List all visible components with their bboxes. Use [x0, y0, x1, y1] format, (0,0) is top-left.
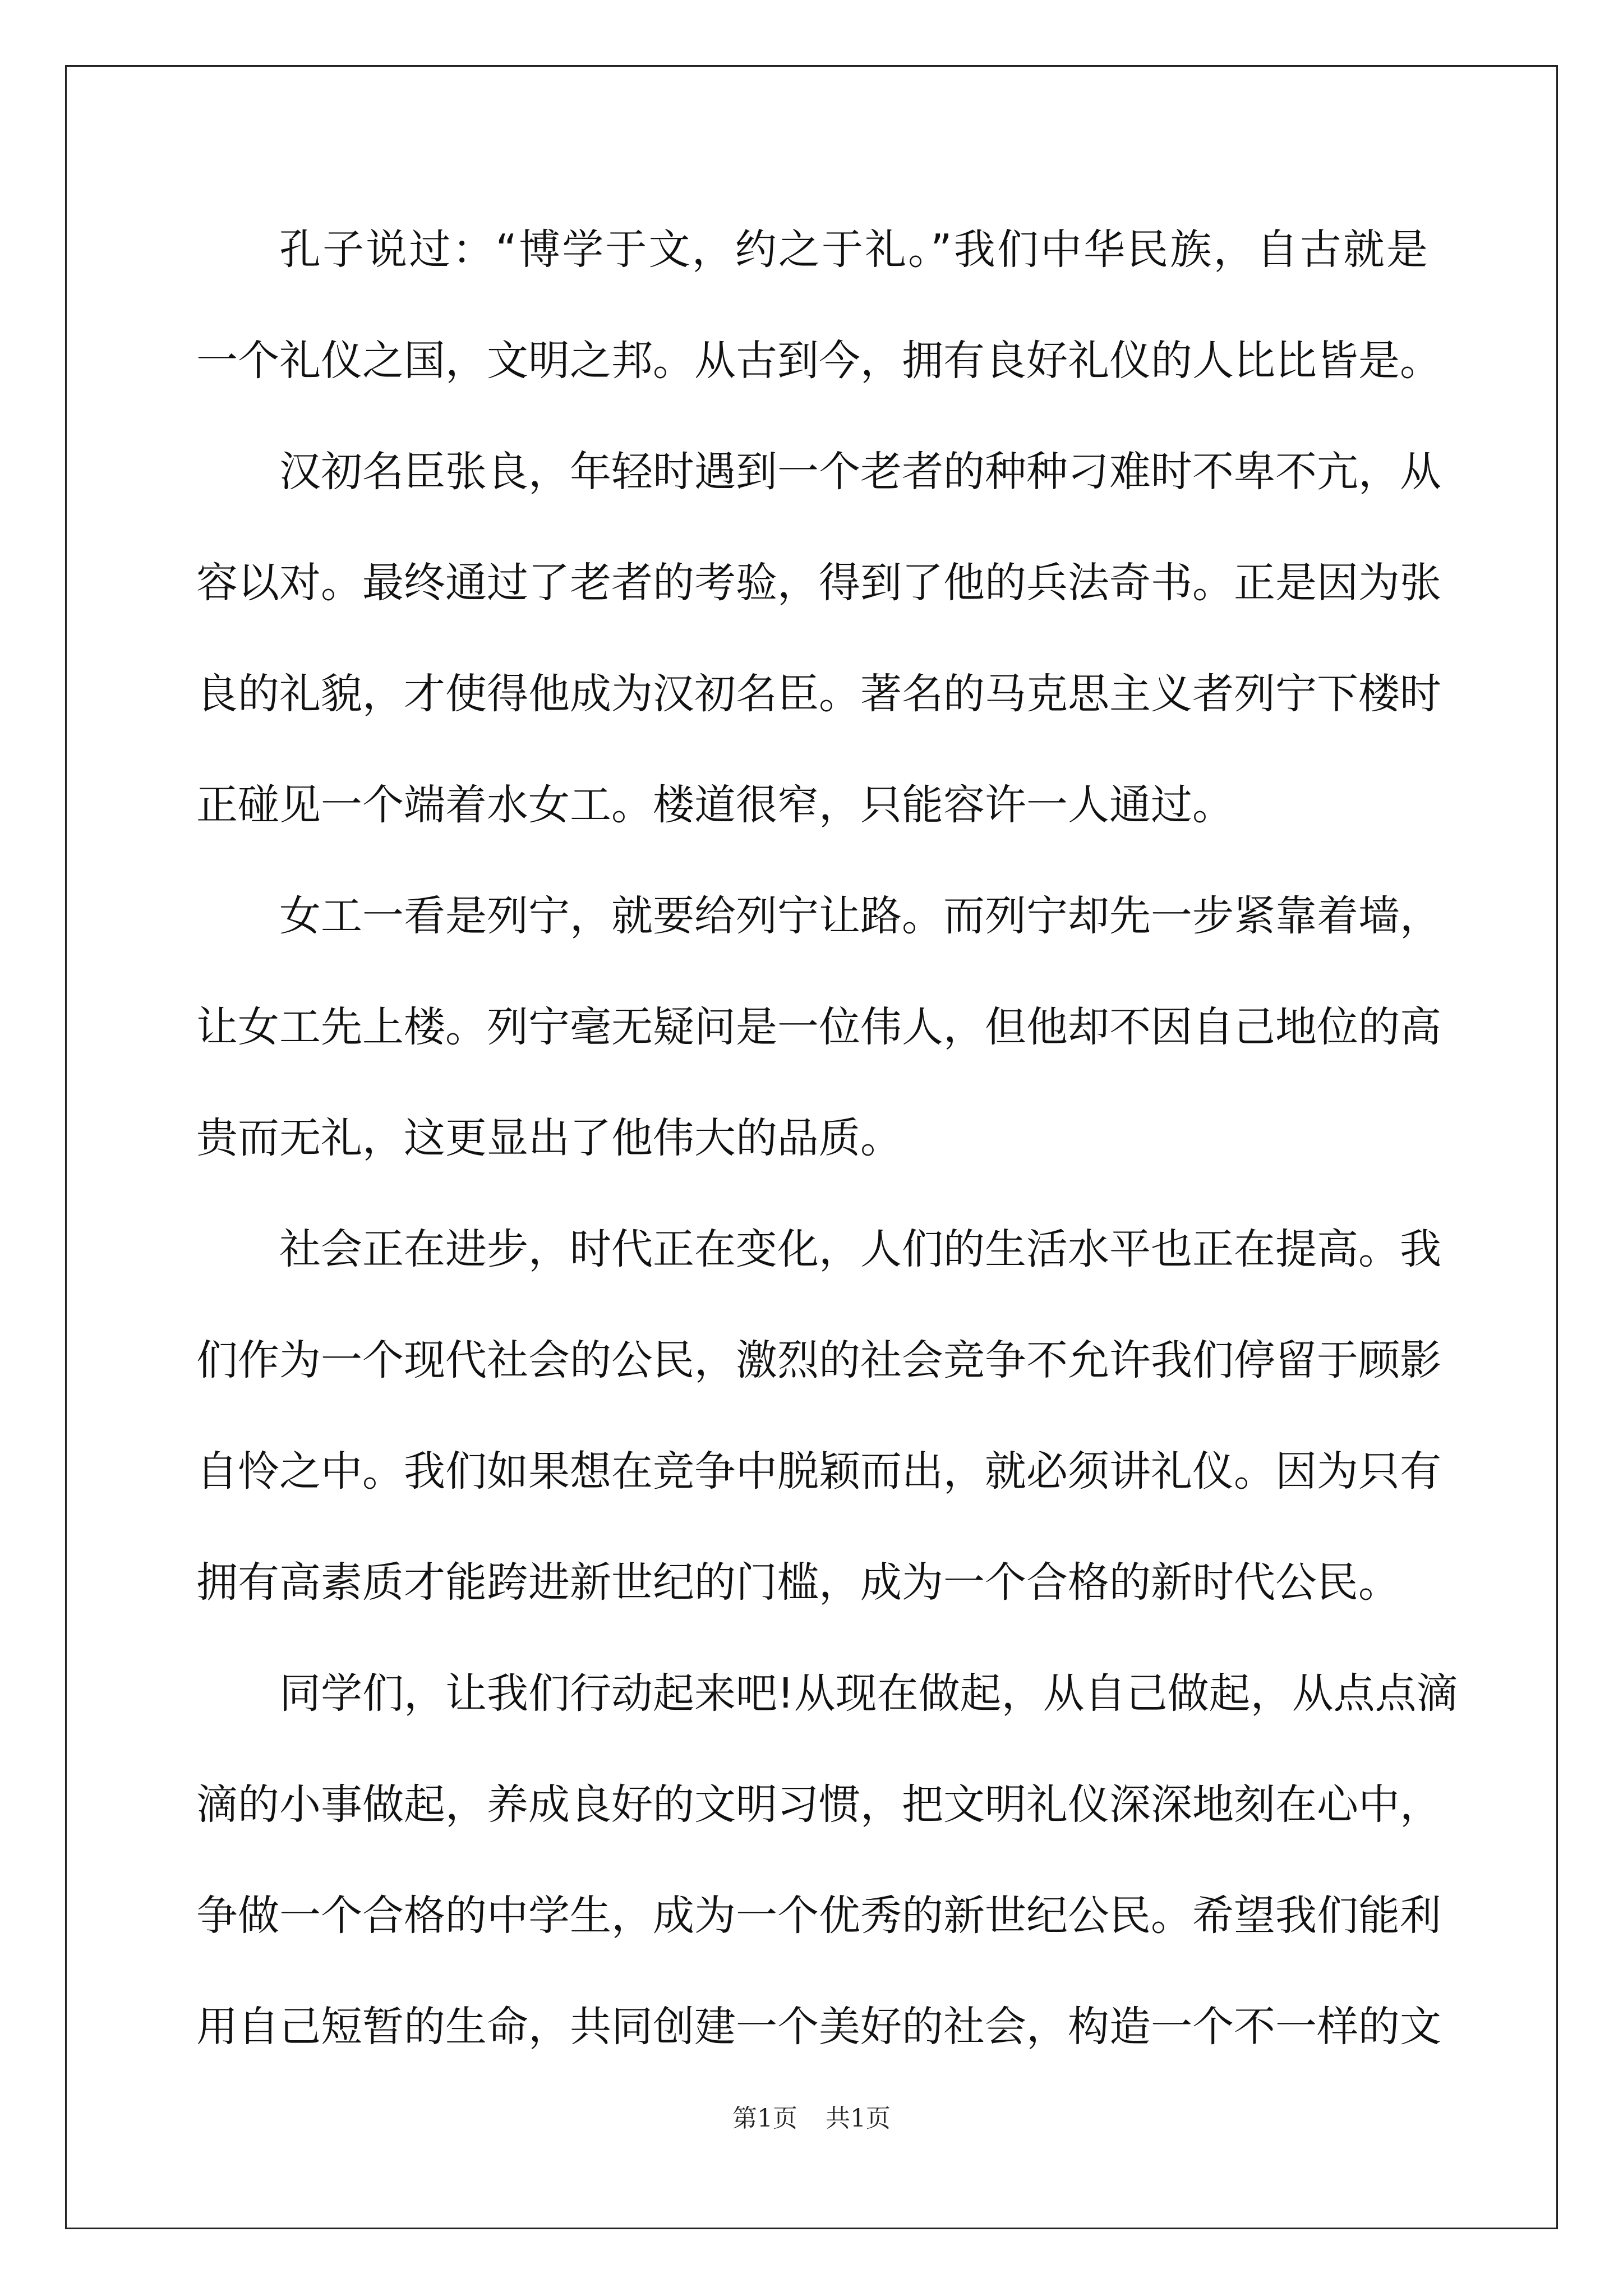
text-line: 容以对。最终通过了老者的考验，得到了他的兵法奇书。正是因为张 — [196, 559, 1441, 607]
page-total: 共1页 — [826, 2104, 891, 2133]
text-line: 孔子说过：“博学于文，约之于礼。”我们中华民族，自古就是 — [279, 226, 1428, 274]
page-footer — [0, 2098, 1623, 2134]
text-line: 用自己短暂的生命，共同创建一个美好的社会，构造一个不一样的文 — [196, 2003, 1441, 2051]
text-line: 一个礼仪之国，文明之邦。从古到今，拥有良好礼仪的人比比皆是。 — [196, 337, 1441, 385]
text-line: 良的礼貌，才使得他成为汉初名臣。著名的马克思主义者列宁下楼时 — [196, 670, 1441, 718]
text-line: 让女工先上楼。列宁毫无疑问是一位伟人，但他却不因自己地位的高 — [196, 1003, 1441, 1051]
text-line: 社会正在进步，时代正在变化，人们的生活水平也正在提高。我 — [279, 1225, 1441, 1273]
text-line: 女工一看是列宁，就要给列宁让路。而列宁却先一步紧靠着墙， — [279, 892, 1441, 940]
text-line: 同学们，让我们行动起来吧!从现在做起，从自己做起，从点点滴 — [279, 1669, 1458, 1718]
text-line: 争做一个合格的中学生，成为一个优秀的新世纪公民。希望我们能利 — [196, 1892, 1441, 1940]
text-line: 自怜之中。我们如果想在竞争中脱颖而出，就必须讲礼仪。因为只有 — [196, 1447, 1441, 1496]
text-line: 正碰见一个端着水女工。楼道很窄，只能容许一人通过。 — [196, 781, 1234, 829]
page-number: 第1页 — [732, 2104, 797, 2133]
text-line: 贵而无礼，这更显出了他伟大的品质。 — [196, 1114, 902, 1162]
document-body — [196, 216, 1458, 2104]
text-line: 们作为一个现代社会的公民，激烈的社会竞争不允许我们停留于顾影 — [196, 1336, 1441, 1384]
text-line: 汉初名臣张良，年轻时遇到一个老者的种种刁难时不卑不亢，从 — [279, 448, 1441, 496]
text-line: 拥有高素质才能跨进新世纪的门槛，成为一个合格的新时代公民。 — [196, 1558, 1400, 1607]
text-line: 滴的小事做起，养成良好的文明习惯，把文明礼仪深深地刻在心中， — [196, 1780, 1441, 1829]
